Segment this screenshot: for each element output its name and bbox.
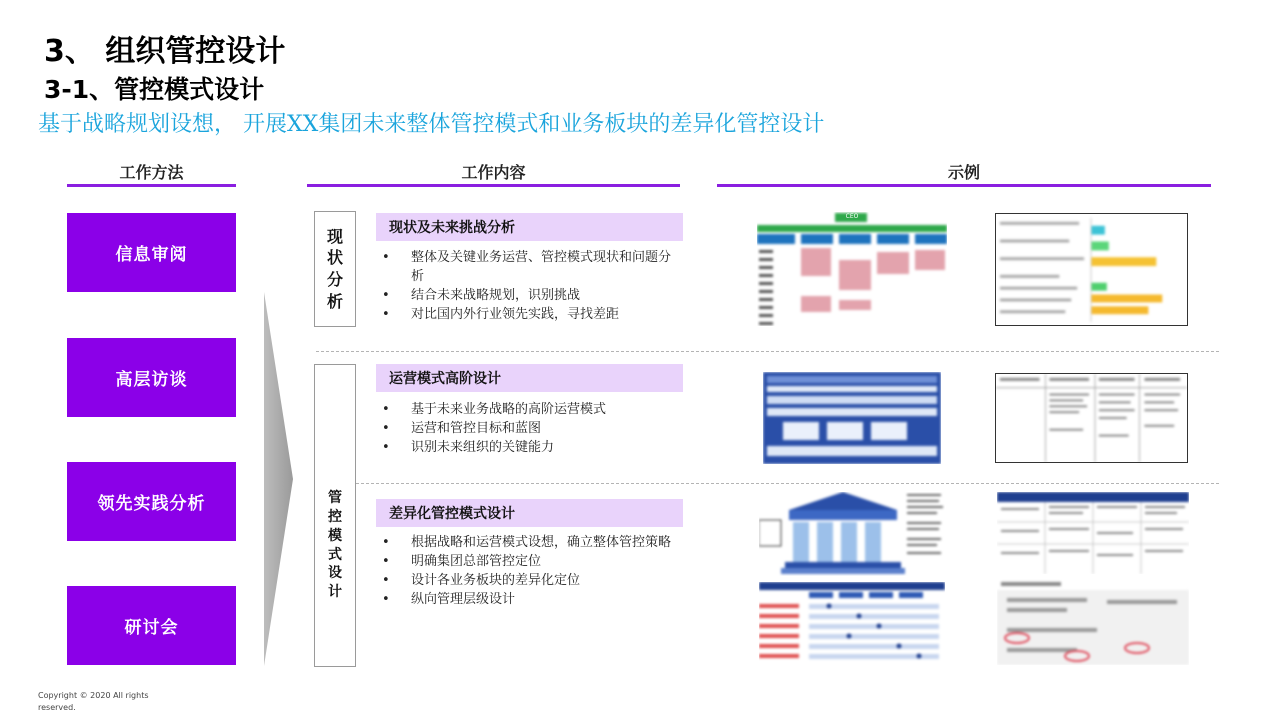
phase-char: 式 [328,546,342,563]
example-thumbnail-text-table [995,373,1188,463]
example-thumbnail-operating-model [763,372,941,464]
thumbnail-ceo-label: CEO [845,213,859,220]
list-item: • 识别未来组织的关键能力 [378,438,678,457]
list-item: • 结合未来战略规划，识别挑战 [378,286,678,305]
example-thumbnail-control-table [997,492,1189,574]
phase-char: 模 [328,527,342,544]
column-header-method: 工作方法 [119,163,184,182]
list-item: • 明确集团总部管控定位 [378,552,678,571]
phase-label-control-design [314,364,356,667]
example-thumbnail-temple-diagram [759,492,945,576]
phase-char: 管 [328,489,342,506]
bullet-list-operating-model [378,400,678,457]
section-header-operating-model: 运营模式高阶设计 [376,364,683,392]
section-divider [316,351,1219,352]
column-underline-content [307,184,680,187]
example-thumbnail-roadmap [759,582,945,665]
phase-char: 状 [326,248,343,268]
list-item: • 对比国内外行业领先实践，寻找差距 [378,305,678,324]
example-thumbnail-org-table [757,212,947,326]
phase-char: 分 [326,270,343,289]
flow-arrow-icon [262,292,294,666]
list-item: • 设计各业务板块的差异化定位 [378,571,678,590]
method-box-leading-practice: 领先实践分析 [67,462,236,541]
copyright-text: Copyright © 2020 All rights reserved. [38,691,149,712]
phase-char: 控 [328,508,342,525]
list-item: • 整体及关键业务运营、管控模式现状和问题分析 [378,248,678,286]
example-thumbnail-bar-chart [995,213,1188,326]
bullet-list-current-analysis [378,248,678,324]
list-item: • 基于未来业务战略的高阶运营模式 [378,400,678,419]
column-underline-example [717,184,1211,187]
section-header-differentiated-control: 差异化管控模式设计 [376,499,683,527]
method-box-info-review: 信息审阅 [67,213,236,292]
bullet-list-differentiated-control [378,533,678,609]
section-header-current-analysis: 现状及未来挑战分析 [376,213,683,241]
phase-char: 现 [326,226,343,246]
phase-label-current-analysis [314,211,356,327]
column-underline-method [67,184,236,187]
column-header-example: 示例 [947,163,980,182]
list-item: • 根据战略和运营模式设想，确立整体管控策略 [378,533,678,552]
page-title: 3、 组织管控设计 [44,34,286,69]
method-box-executive-interview: 高层访谈 [67,338,236,417]
example-thumbnail-layer-diagram [997,578,1189,665]
phase-char: 析 [326,291,343,311]
phase-char: 设 [328,565,342,582]
list-item: • 运营和管控目标和蓝图 [378,419,678,438]
section-title: 3-1、管控模式设计 [44,75,265,104]
list-item: • 纵向管理层级设计 [378,590,678,609]
method-box-workshop: 研讨会 [67,586,236,665]
column-header-content: 工作内容 [461,163,526,182]
page-tagline: 基于战略规划设想， 开展XX集团未来整体管控模式和业务板块的差异化管控设计 [38,112,825,137]
section-divider [356,483,1219,484]
phase-char: 计 [328,584,342,601]
